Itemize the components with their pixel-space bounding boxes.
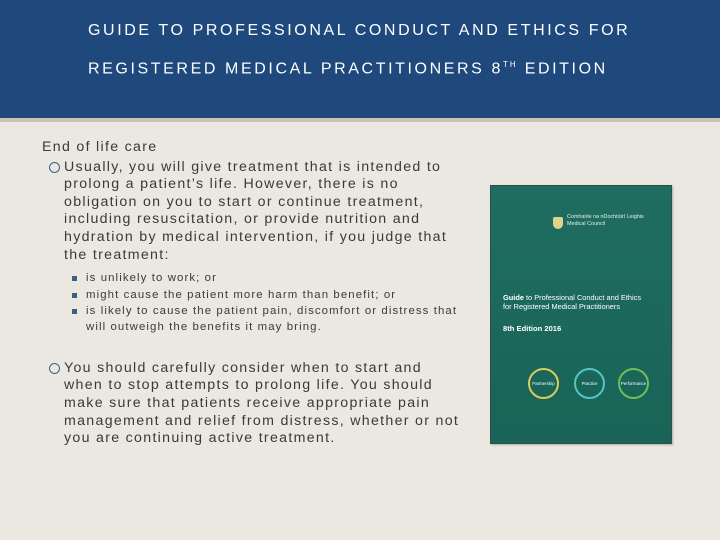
cover-edition: 8th Edition 2016 [503, 324, 562, 333]
bullet-text: Usually, you will give treatment that is intended to prolong a patient’s life. However, there is no obligation on you to start or continue treatment, including resuscitation, or provide nutrition and hydration by medical intervention, if you judge that the treatment: [64, 158, 448, 263]
council-name-irish: Comhairle na nDochtúirí Leighis [567, 214, 644, 220]
cover-title [503, 293, 663, 311]
title-superscript: TH [502, 60, 518, 69]
bullet-point [42, 159, 462, 265]
title-bar [0, 0, 720, 122]
slide-title-line-1: GUIDE TO PROFESSIONAL CONDUCT AND ETHICS FOR [88, 22, 631, 39]
section-heading: End of life care [42, 139, 158, 155]
cover-title-bold: Guide [503, 293, 524, 302]
bullet-point [42, 360, 462, 448]
bullet-ring-icon [49, 162, 60, 173]
square-bullet-icon [72, 309, 77, 314]
sub-item-text: might cause the patient more harm than benefit; or [86, 288, 397, 301]
cover-title-line-1 [503, 293, 663, 302]
sub-list-item [86, 287, 462, 303]
title-line-2-end: EDITION [517, 60, 608, 78]
sub-item-text: is unlikely to work; or [86, 272, 218, 285]
slide-title-line-2 [88, 60, 608, 78]
council-name-english: Medical Council [567, 220, 606, 227]
bullet-ring-icon [49, 363, 60, 374]
council-crest-icon [553, 217, 563, 229]
bullet-text: You should carefully consider when to start and when to stop attempts to prolong life. You should make sure that patients receive appropriate pain management and relief from distress, whether or not you are continuing active treatment. [64, 359, 460, 447]
sub-list-item [86, 303, 462, 336]
council-name [567, 214, 657, 227]
square-bullet-icon [72, 293, 77, 298]
slide-body [42, 139, 462, 448]
cover-title-rest: to Professional Conduct and Ethics [523, 293, 642, 302]
sub-item-text: is likely to cause the patient pain, discomfort or distress that will outweigh the benefits it may bring. [86, 304, 458, 334]
sub-list-item [86, 270, 462, 286]
cover-title-line-2: for Registered Medical Practitioners [503, 302, 621, 312]
practice-circle: Practice [574, 368, 605, 399]
square-bullet-icon [72, 276, 77, 281]
title-line-2-main: REGISTERED MEDICAL PRACTITIONERS 8 [88, 60, 503, 78]
partnership-circle: Partnership [528, 368, 559, 399]
performance-circle: Performance [618, 368, 649, 399]
sub-list [42, 270, 462, 336]
